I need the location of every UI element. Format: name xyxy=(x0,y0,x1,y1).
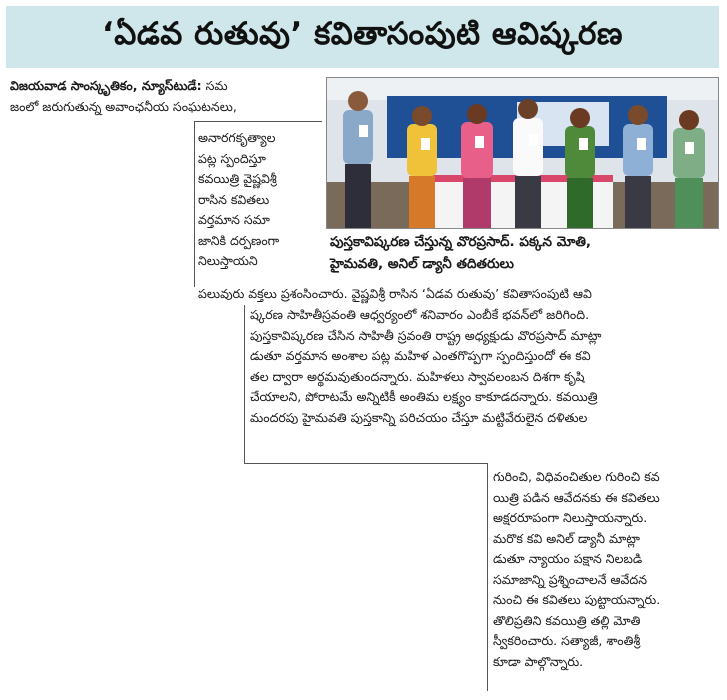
text-line: సమాజాన్ని ప్రశ్నించాలనే ఆవేదన xyxy=(493,571,647,587)
text-line: నిలుస్తాయని xyxy=(198,253,258,268)
text-line: వర్తమాన సమా xyxy=(198,212,270,227)
text-line: డుతూ న్యాయం పక్షాన నిలబడి xyxy=(493,551,643,566)
dateline: విజయవాడ సాంస్కృతికం, న్యూస్‌టుడే: xyxy=(10,78,202,93)
text-line: మందరపు హైమవతి పుస్తకాన్ని పరిచయం చేస్తూ మట్టివేరులైన దళితుల xyxy=(250,409,588,425)
caption-line: పుస్తకావిష్కరణ చేస్తున్న వొరప్రసాద్. పక్కన మోతి, xyxy=(330,234,592,250)
intro-line: సమ xyxy=(205,78,228,93)
text-line: చేయాలని, పోరాటమే అన్నిటికీ అంతిమ లక్ష్యం కాకూడదన్నారు. కవయిత్రి xyxy=(250,389,598,404)
text-line: స్వీకరించారు. సత్యాజీ, శాంతిశ్రీ xyxy=(493,633,641,648)
column-b xyxy=(493,467,660,672)
column-rule xyxy=(194,121,322,122)
column-rule xyxy=(194,121,195,287)
photo-caption xyxy=(330,231,722,275)
event-photo xyxy=(326,77,719,229)
text-line: కూడా పాల్గొన్నారు. xyxy=(493,653,584,669)
text-line: యిత్రి పడిన ఆవేదనకు ఈ కవితలు xyxy=(493,489,660,505)
text-line: గురించి, విధివంచితుల గురించి కవ xyxy=(493,469,660,484)
text-line: డుతూ వర్తమాన అంశాల పట్ల మహిళ ఎంతగొప్పగా స్పందిస్తుందో ఈ కవి xyxy=(250,348,591,363)
text-line: నుంచి ఈ కవితలు పుట్టాయన్నారు. xyxy=(493,592,661,607)
text-line: పుస్తకావిష్కరణ చేసిన సాహితీ స్రవంతి రాష్ట్ర అధ్యక్షుడు వొరప్రసాద్ మాట్లా xyxy=(250,327,602,343)
column-rule xyxy=(244,463,487,464)
text-line: మరొక కవి అనిల్ డ్యానీ మాట్లా xyxy=(493,530,640,546)
wide-paragraph xyxy=(250,305,601,428)
text-line: అక్షరరూపంగా నిలుస్తాయన్నారు. xyxy=(493,510,648,525)
intro-line: జంలో జరుగుతున్న అవాంఛనీయ సంఘటనలు, xyxy=(10,98,237,114)
text-line: ష్కరణ సాహితీస్రవంతి ఆధ్వర్యంలో శనివారం ఎంబీకే భవన్‌లో జరిగింది. xyxy=(250,307,590,322)
text-line: తొలిప్రతిని కవయిత్రి తల్లి మోతి xyxy=(493,612,641,628)
text-line: పట్ల స్పందిస్తూ xyxy=(198,150,266,166)
column-rule xyxy=(244,305,245,463)
praise-line xyxy=(198,284,592,305)
column-a xyxy=(198,128,279,272)
intro-paragraph xyxy=(10,76,237,117)
text-line: తల ద్వారా అర్థమవుతుందన్నారు. మహిళలు స్వావలంబన దిశగా కృషి xyxy=(250,368,585,384)
text-line: కవయిత్రి వైష్ణవిశ్రీ xyxy=(198,171,277,186)
caption-line: హైమవతి, అనిల్ డ్యానీ తదితరులు xyxy=(330,256,514,272)
headline: ‘ఏడవ రుతువు’ కవితాసంపుటి ఆవిష్కరణ xyxy=(6,6,719,68)
column-rule xyxy=(487,463,488,691)
text-line: రాసిన కవితలు xyxy=(198,191,270,207)
text-line: అనారగకృత్యాల xyxy=(198,130,276,145)
text-line: పలువురు వక్తలు ప్రశంసించారు. వైష్ణవిశ్రీ రాసిన ‘ఏడవ రుతువు’ కవితాసంపుటి ఆవి xyxy=(198,286,592,301)
text-line: జానికి దర్పణంగా xyxy=(198,232,280,248)
